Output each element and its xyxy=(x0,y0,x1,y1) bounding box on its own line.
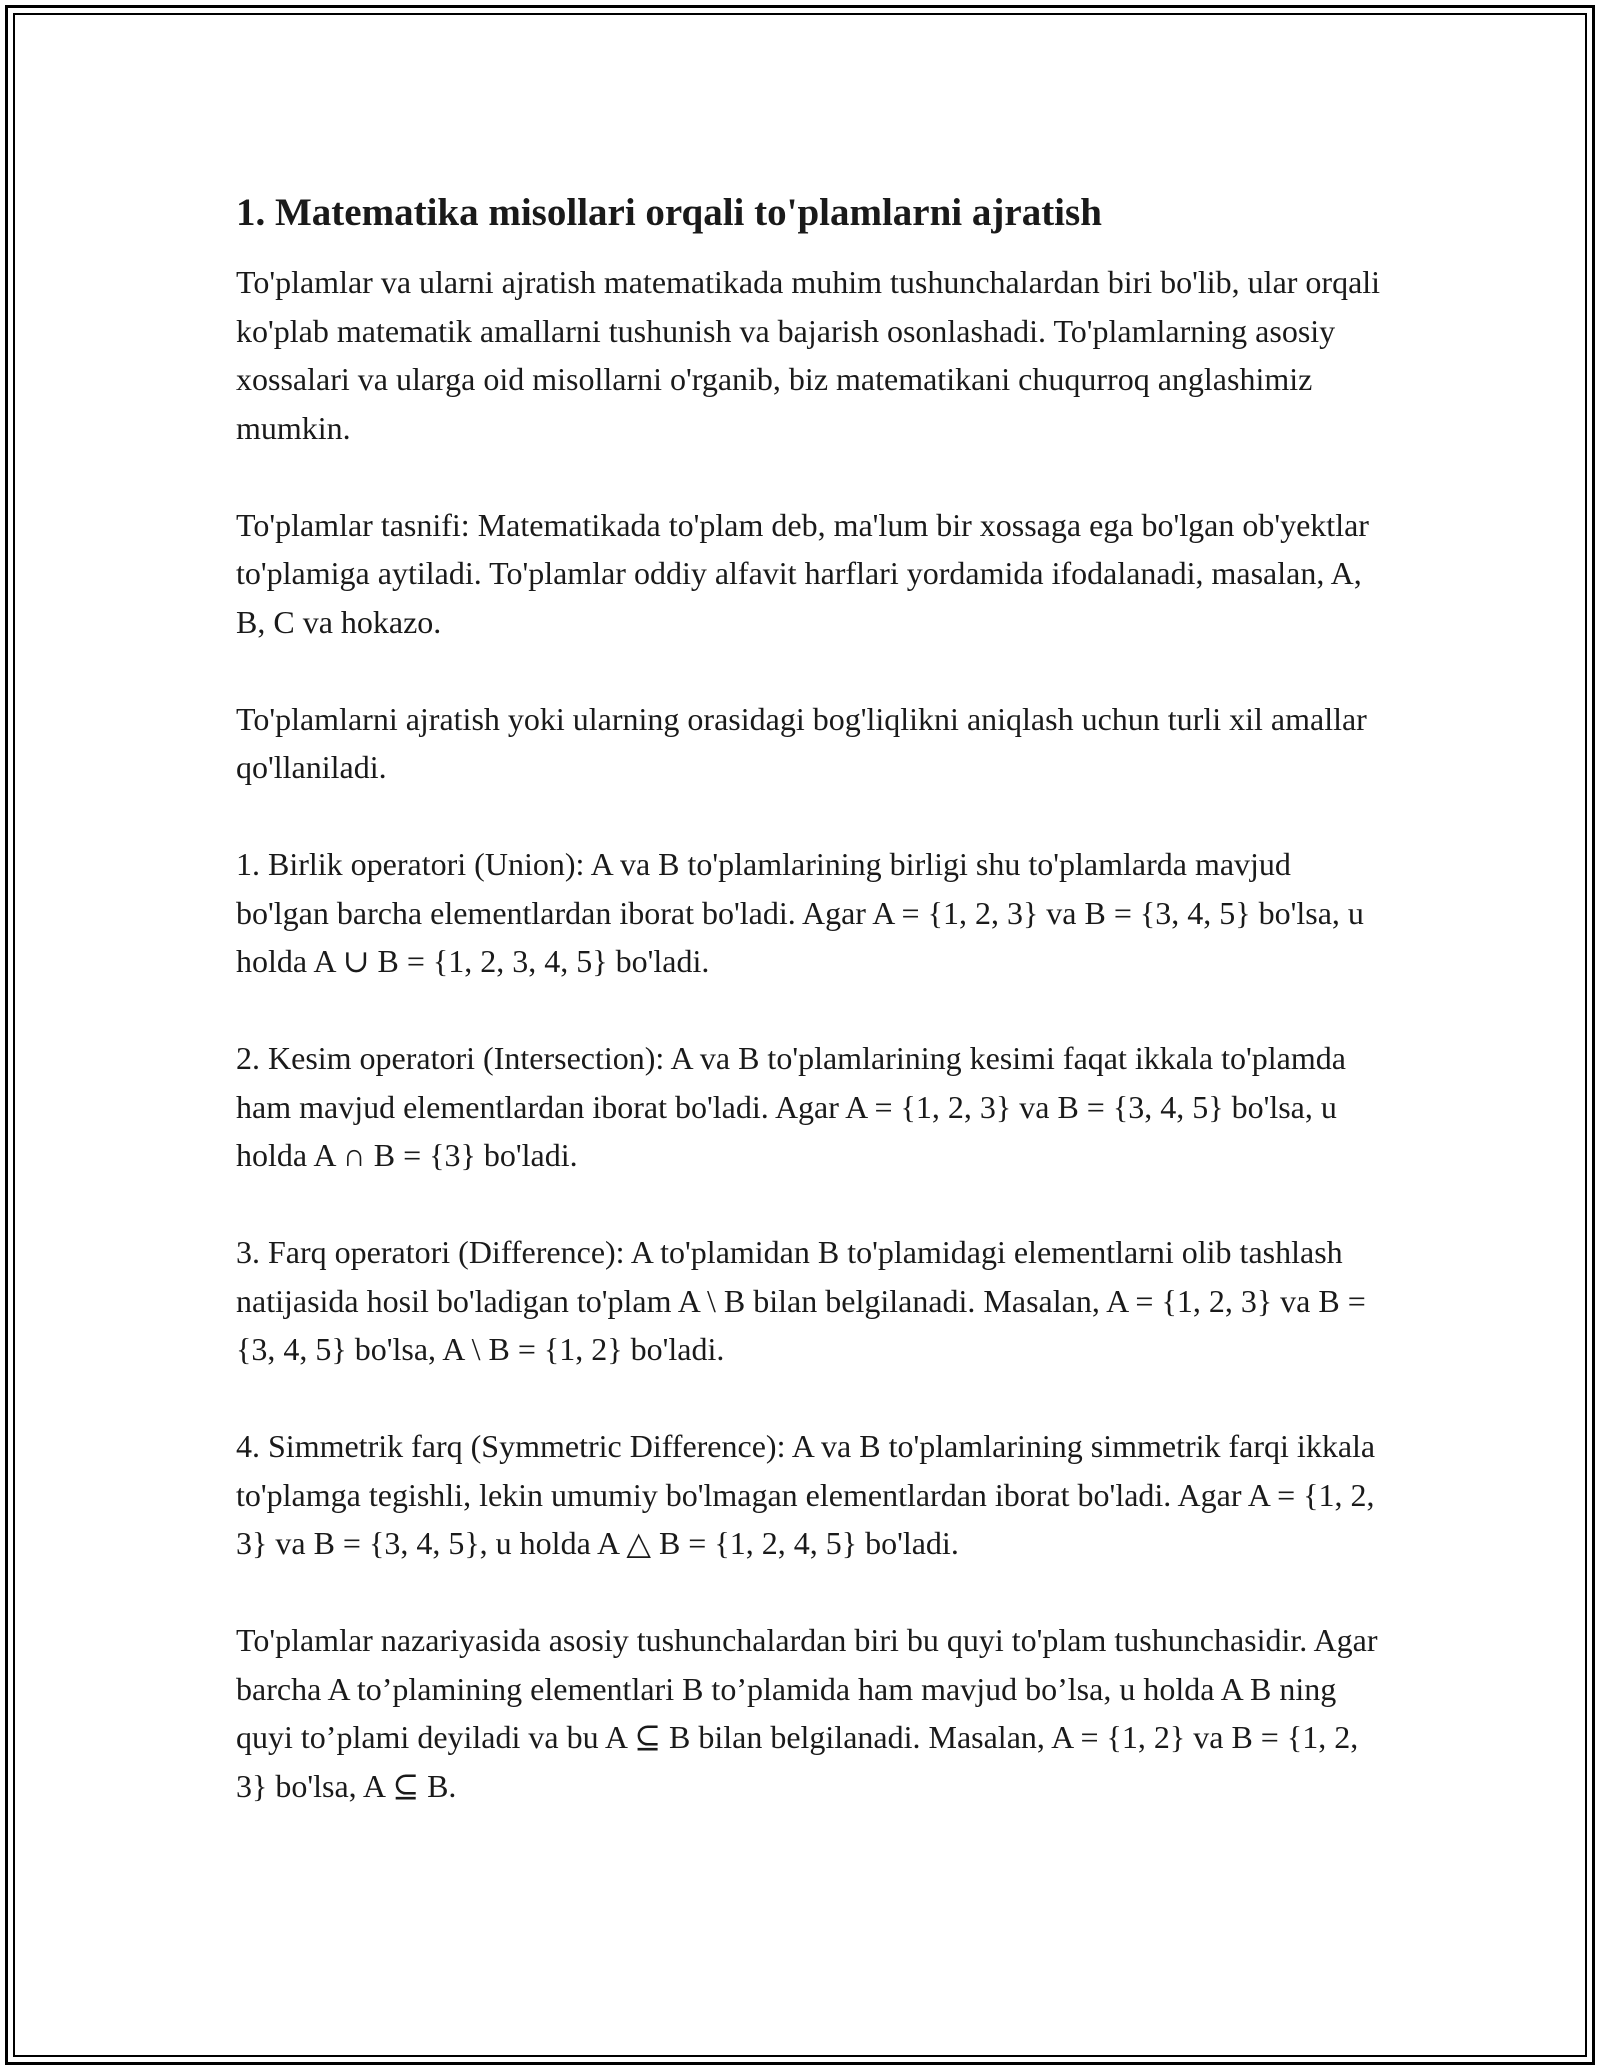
paragraph-operations-intro: To'plamlarni ajratish yoki ularning orasidagi bog'liqlikni aniqlash uchun turli xil amallar qo'llaniladi. xyxy=(236,700,1367,785)
paragraph-union: 1. Birlik operatori (Union): A va B to'plamlarining birligi shu to'plamlarda mavjud bo'lgan barcha elementlardan iborat bo'ladi. Agar A = {1, 2, 3} va B = {3, 4, 5} bo'lsa, u holda A ∪ B = {1, 2, 3, 4, 5} bo'ladi. xyxy=(236,846,1364,979)
document-title: 1. Matematika misollari orqali to'plamlarni ajratish xyxy=(236,191,1102,234)
paragraph-subset: To'plamlar nazariyasida asosiy tushunchalardan biri bu quyi to'plam tushunchasidir. Agar barcha A to’plamining elementlari B to’plamida ham mavjud bo’lsa, u holda A B ning quyi to’plami deyiladi va bu A ⊆ B bilan belgilanadi. Masalan, A = {1, 2} va B = {1, 2, 3} bo'lsa, A ⊆ B. xyxy=(236,1622,1378,1804)
paragraph-classification: To'plamlar tasnifi: Matematikada to'plam deb, ma'lum bir xossaga ega bo'lgan ob'yektlar to'plamiga aytiladi. To'plamlar oddiy alfavit harflari yordamida ifodalanadi, masalan, A, B, C va hokazo. xyxy=(236,506,1369,640)
document-body xyxy=(236,186,1386,1859)
paragraph-intro: To'plamlar va ularni ajratish matematikada muhim tushunchalardan biri bo'lib, ular orqali ko'plab matematik amallarni tushunish va bajarish osonlashadi. To'plamlarning asosiy xossalari va ularga oid misollarni o'rganib, biz matematikani chuqurroq anglashimiz mumkin. xyxy=(236,264,1381,446)
paragraph-intersection: 2. Kesim operatori (Intersection): A va B to'plamlarining kesimi faqat ikkala to'plamda ham mavjud elementlardan iborat bo'ladi. Agar A = {1, 2, 3} va B = {3, 4, 5} bo'lsa, u holda A ∩ B = {3} bo'ladi. xyxy=(236,1040,1346,1173)
paragraph-symmetric-difference: 4. Simmetrik farq (Symmetric Difference): A va B to'plamlarining simmetrik farqi ikkala to'plamga tegishli, lekin umumiy bo'lmagan elementlardan iborat bo'ladi. Agar A = {1, 2, 3} va B = {3, 4, 5}, u holda A △ B = {1, 2, 4, 5} bo'ladi. xyxy=(236,1428,1376,1561)
paragraph-difference: 3. Farq operatori (Difference): A to'plamidan B to'plamidagi elementlarni olib tashlash natijasida hosil bo'ladigan to'plam A \ B bilan belgilanadi. Masalan, A = {1, 2, 3} va B = {3, 4, 5} bo'lsa, A \ B = {1, 2} bo'ladi. xyxy=(236,1234,1366,1367)
